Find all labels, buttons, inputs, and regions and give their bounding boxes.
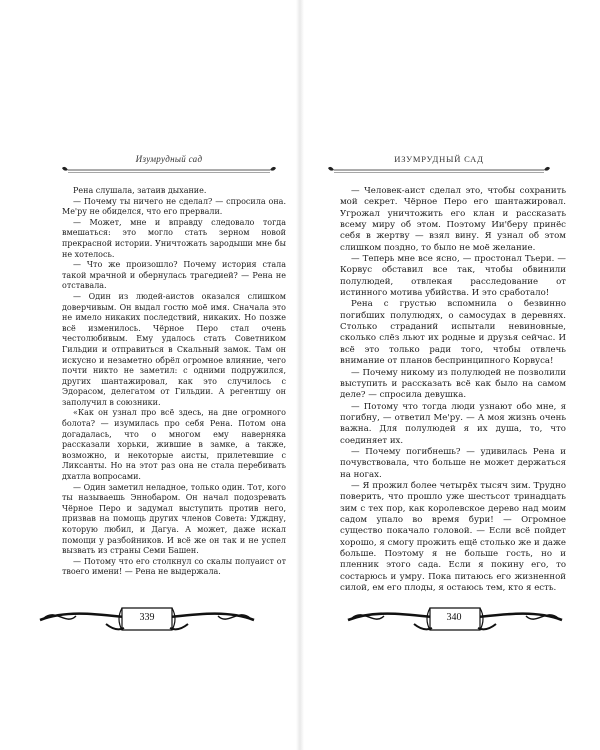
book-title: Изумрудный сад	[135, 154, 203, 164]
paragraph: — Я прожил более четырёх тысяч зим. Трудно поверить, что прошло уже шестьсот тринадцать зим с тех пор, как королевское дерево над моим садом упало во время бури! — Огромное существо покачало головой. — Если всё пойдет хорошо, я смогу прожить ещё столько же и даже больше. Поэтому я не больше гость, но и пленник этого сада. Если я покину его, то состарюсь и умру. Пока питаюсь его жизненной силой, ем его плоды, я остаюсь тем, кто я есть.	[340, 480, 566, 594]
page-number: 339	[139, 612, 155, 623]
paragraph: Рена слушала, затаив дыхание.	[73, 186, 207, 195]
paragraph: — Что же произошло? Почему история стала такой мрачной и обернулась трагедией? — Рена не отставала.	[62, 260, 286, 291]
paragraph: — Почему погибнешь? — удивилась Рена и почувствовала, что больше не может держаться на ногах.	[340, 446, 566, 480]
paragraph: «Как он узнал про всё здесь, на дне огромного болота? — изумилась про себя Рена. Потом она догадалась, что о многом ему наверняка рассказали хорьки, жившие в замке, а также, возможно, и некоторые аисты, прилетевшие с Ликсанты. Но на этот раз она не стала перебивать дхатла вопросами.	[62, 408, 286, 482]
page-number: 340	[446, 612, 462, 623]
page-footer	[344, 600, 566, 640]
paragraph: — Потому что его столкнул со скалы полуаист от твоего имени! — Рена не выдержала.	[62, 556, 286, 577]
paragraph: Рена с грустью вспомнила о безвинно погибших полулюдях, о самосудах в деревнях. Столько страданий испытали невиновные, сколько слёз льют их родные и друзья сейчас. И всё это только ради того, чтобы отвлечь внимание от планов беспринципного Корвуса!	[340, 299, 566, 367]
paragraph: — Может, мне и вправду следовало тогда вмешаться: это могло стать зерном новой прекрасной истории. Уничтожать зародыши мне бы не хотелось.	[62, 217, 286, 259]
paragraph: — Теперь мне все ясно, — простонал Тьери. — Корвус обставил все так, чтобы обвинили полулюдей, отвлекая расследование от истинного мотива убийства. И это сработало!	[340, 254, 566, 299]
running-header	[326, 148, 552, 178]
page-text	[340, 186, 566, 594]
paragraph: — Потому что тогда люди узнают обо мне, я погибну, — ответил Ме'ру. — А моя жизнь очень важна. Для полулюдей я их душа, то, что соединяет их.	[340, 401, 566, 446]
book-title: ИЗУМРУДНЫЙ САД	[394, 154, 484, 164]
paragraph: — Почему ты ничего не сделал? — спросила она. Ме'ру не обиделся, что его прервали.	[62, 196, 286, 217]
paragraph: — Почему никому из полулюдей не позволили выступить и рассказать всё как было на самом деле? — спросила девушка.	[340, 367, 566, 401]
paragraph: — Один из людей-аистов оказался слишком доверчивым. Он выдал гостю моё имя. Сначала это не имело никаких последствий, никаких. Но позже всё изменилось. Чёрное Перо стал очень честолюбивым. Ему удалось стать Советником Гильдии и отправиться в Скальный замок. Там он искусно и незаметно обрёл огромное влияние, чего почти никто не заметил: с одними подружился, других шантажировал, как это случилось с Эдорасом, делегатом от Гильдии. А регентшу он заполучил в союзники.	[62, 291, 286, 407]
paragraph: — Один заметил неладное, только один. Тот, кого ты называешь Эннобаром. Он начал подозревать Чёрное Перо и задумал выступить против него, призвав на помощь других членов Совета: Удждну, которую любил, и Дагуа. А может, даже искал помощи у разбойников. И всё же он так и не успел вызвать из страны Семи Башен.	[62, 482, 286, 556]
paragraph: — Человек-аист сделал это, чтобы сохранить мой секрет. Чёрное Перо его шантажировал. Угрожал уничтожить его клан и рассказать всему миру об этом. Поэтому Ии'беру принёс себя в жертву — взял вину. Я узнал об этом слишком поздно, то было не моё желание.	[340, 186, 566, 253]
